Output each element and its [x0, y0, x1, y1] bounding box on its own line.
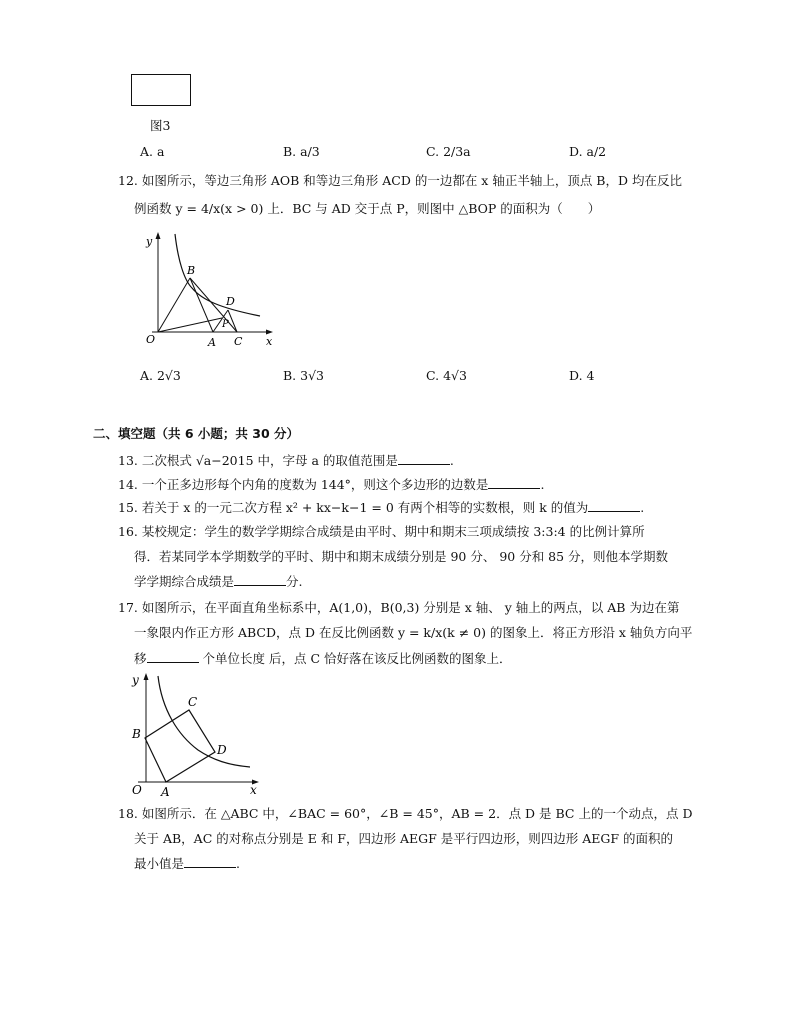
q11-option-a: A. a	[140, 144, 165, 159]
q13-answer-blank[interactable]	[398, 452, 450, 465]
q17-answer-blank[interactable]	[147, 650, 199, 663]
q16-line-2: 得．若某同学本学期数学的平时、期中和期末成绩分别是 90 分、 90 分和 85 分，则他本学期数	[134, 549, 669, 564]
q16-line-1: 16. 某校规定：学生的数学学期综合成绩是由平时、期中和期末三项成绩按 3:3:4 的比例计算所	[118, 524, 645, 539]
q12-label-o: O	[146, 333, 156, 346]
q17-text: 移	[134, 651, 147, 666]
q17-label-y: y	[132, 673, 139, 687]
q17-y-axis-arrow	[144, 673, 149, 680]
q13-text: 13. 二次根式 √a−2015 中，字母 a 的取值范围是	[118, 453, 398, 468]
q12-label-x: x	[266, 335, 273, 348]
q17-label-b: B	[132, 727, 141, 741]
q16-line-3	[134, 573, 303, 590]
q18-line-3	[134, 855, 240, 872]
fig3-rectangle	[131, 74, 191, 106]
q14	[118, 476, 544, 493]
q12-label-b: B	[187, 264, 196, 277]
q12-line-2: 例函数 y = 4/x(x > 0) 上．BC 与 AD 交于点 P，则图中 △BOP 的面积为（ ）	[134, 201, 601, 216]
q17-label-a: A	[161, 785, 170, 799]
q16-text-end: 分.	[286, 574, 303, 589]
q11-option-d: D. a/2	[569, 144, 607, 159]
q17-line-2: 一象限内作正方形 ABCD，点 D 在反比例函数 y = k/x(k ≠ 0) 的图象上．将正方形沿 x 轴负方向平	[134, 625, 693, 640]
q18-line-1: 18. 如图所示．在 △ABC 中，∠BAC = 60°，∠B = 45°，AB = 2．点 D 是 BC 上的一个动点，点 D	[118, 806, 693, 821]
q16-answer-blank[interactable]	[234, 573, 286, 586]
q12-segment-dc	[228, 310, 237, 332]
q18-text: 最小值是	[134, 856, 185, 871]
q14-text: 14. 一个正多边形每个内角的度数为 144°，则这个多边形的边数是	[118, 477, 489, 492]
q13-text-end: .	[449, 453, 454, 468]
q12-segment-ob	[158, 278, 190, 332]
section-2-title: 二、填空题（共 6 小题；共 30 分）	[93, 426, 300, 441]
q12-label-c: C	[234, 335, 243, 348]
q12-label-y: y	[146, 235, 153, 248]
q12-figure	[140, 230, 280, 350]
q18-line-2: 关于 AB，AC 的对称点分别是 E 和 F，四边形 AEGF 是平行四边形，则四边形 AEGF 的面积的	[134, 831, 673, 846]
q11-option-b: B. a/3	[283, 144, 320, 159]
q16-text: 学学期综合成绩是	[134, 574, 235, 589]
q17-text-end: 个单位长度 后，点 C 恰好落在该反比例函数的图象上．	[202, 651, 512, 666]
q15	[118, 499, 644, 516]
q12-y-axis-arrow	[156, 232, 161, 239]
q17-label-o: O	[132, 783, 142, 797]
q17-label-d: D	[217, 743, 227, 757]
q12-option-a: A. 2√3	[140, 368, 181, 383]
q17-line-1: 17. 如图所示，在平面直角坐标系中，A(1,0)，B(0,3) 分别是 x 轴、 y 轴上的两点，以 AB 为边在第	[118, 600, 680, 615]
q12-label-d: D	[226, 295, 235, 308]
q15-text-end: .	[640, 500, 645, 515]
q13	[118, 452, 454, 469]
q17-line-3	[134, 650, 512, 667]
q12-option-d: D. 4	[569, 368, 595, 383]
q17-square-abcd	[145, 710, 215, 782]
q14-answer-blank[interactable]	[488, 476, 540, 489]
q14-text-end: .	[540, 477, 545, 492]
q12-option-b: B. 3√3	[283, 368, 325, 383]
q12-label-a: A	[208, 336, 216, 349]
q12-x-axis-arrow	[266, 330, 273, 335]
q12-label-p: P	[222, 319, 229, 330]
q15-answer-blank[interactable]	[588, 499, 640, 512]
q17-label-x: x	[250, 783, 257, 797]
q17-label-c: C	[188, 695, 198, 709]
q12-option-c: C. 4√3	[426, 368, 467, 383]
q11-option-c: C. 2/3a	[426, 144, 471, 159]
q12-line-1: 12. 如图所示，等边三角形 AOB 和等边三角形 ACD 的一边都在 x 轴正半轴上，顶点 B，D 均在反比	[118, 173, 682, 188]
q17-figure	[128, 670, 268, 800]
q18-text-end: .	[236, 856, 240, 871]
q18-answer-blank[interactable]	[184, 855, 236, 868]
fig3-caption: 图3	[150, 118, 171, 133]
q15-text: 15. 若关于 x 的一元二次方程 x² + kx−k−1 = 0 有两个相等的实数根，则 k 的值为	[118, 500, 589, 515]
